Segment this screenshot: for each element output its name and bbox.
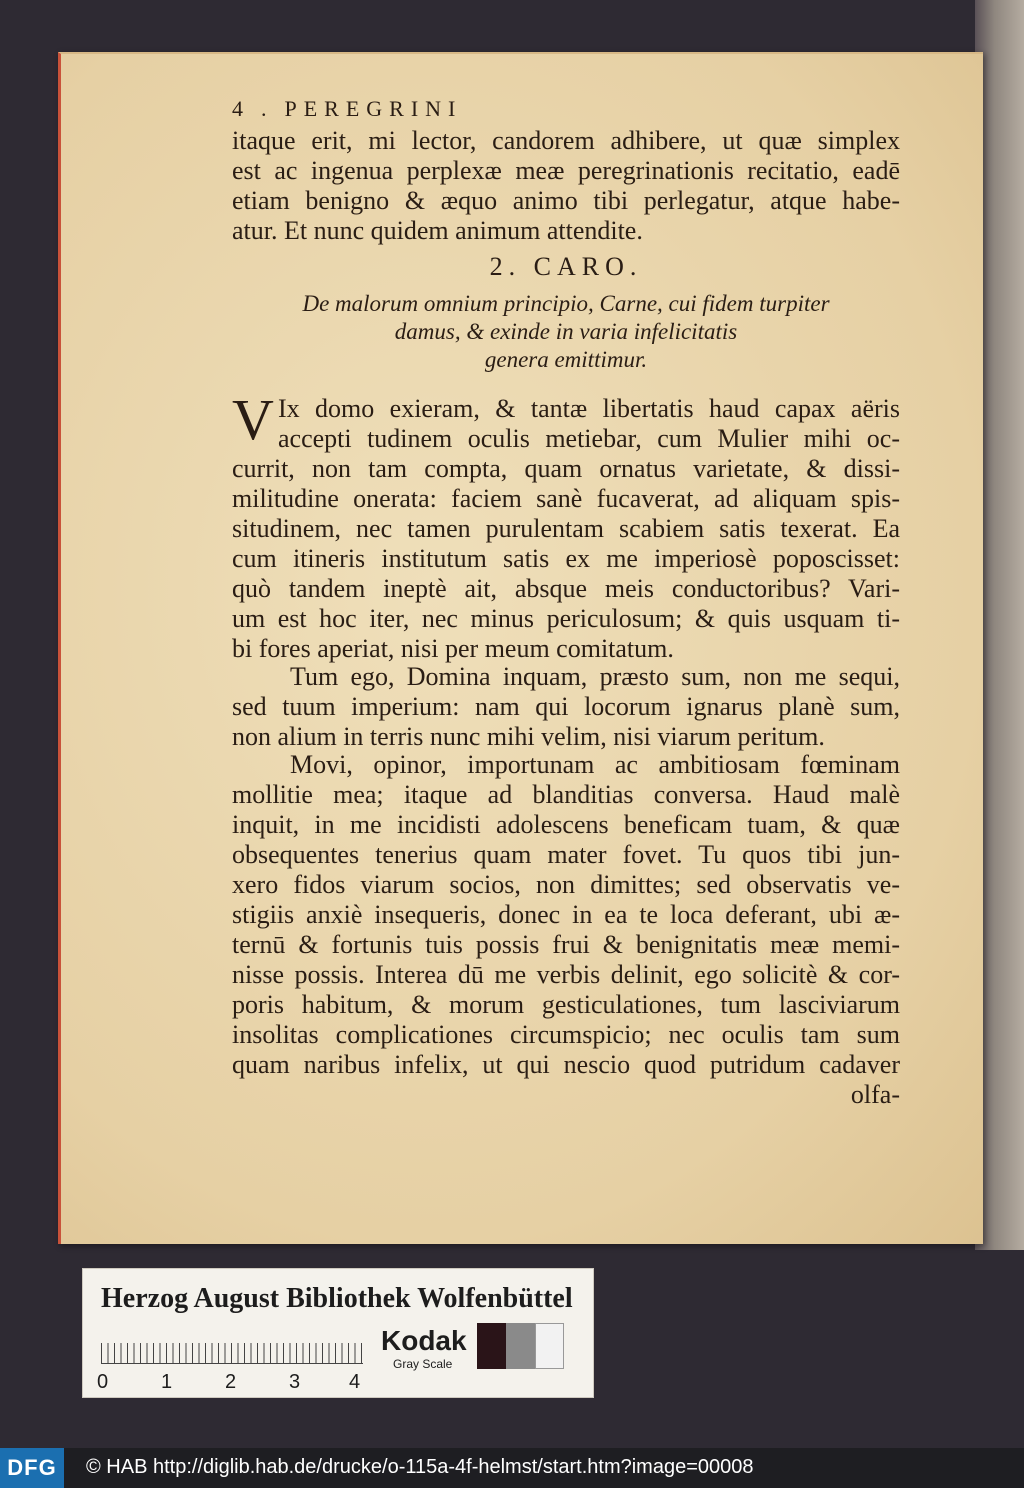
ruler-number: 1 — [161, 1371, 173, 1393]
color-calibration-card — [82, 1268, 594, 1398]
text-line: inquit, in me incidisti adolescens beneficam tuam, & quæ — [232, 810, 900, 839]
running-head-title: PEREGRINI — [284, 96, 463, 121]
text-line: insolitas complicationes circumspicio; nec oculis tam sum — [232, 1020, 900, 1049]
text-line: non alium in terris nunc mihi velim, nisi viarum peritum. — [232, 722, 825, 751]
chapter-heading: 2. CARO. — [489, 252, 643, 281]
measurement-ruler — [101, 1329, 363, 1364]
text-line: est ac ingenua perplexæ meæ peregrinationis recitatio, eadē — [232, 156, 900, 185]
paragraph-1 — [232, 387, 900, 664]
text-line: um est hoc iter, nec minus periculosum; & quis usquam ti- — [232, 604, 900, 633]
text-line: xero fidos viarum socios, non dimittes; sed observatis ve- — [232, 870, 900, 899]
chapter-subtitle — [232, 290, 900, 374]
gray-swatch-dark — [477, 1323, 506, 1369]
ruler-number: 3 — [289, 1371, 301, 1393]
paragraph-2 — [232, 662, 900, 752]
text-line: poris habitum, & morum gesticulationes, tum lasciviarum — [232, 990, 900, 1019]
copyright-link[interactable]: © HAB http://diglib.hab.de/drucke/o-115a-4f-helmst/start.htm?image=00008 — [86, 1456, 754, 1478]
running-head-separator: . — [261, 96, 267, 121]
text-line: militudine onerata: faciem sanè fucaverat, ad aliquam spis- — [232, 484, 900, 513]
text-line: ternū & fortunis tuis possis frui & benignitatis meæ memi- — [232, 930, 900, 959]
subtitle-line: genera emittimur. — [484, 347, 648, 372]
subtitle-line: damus, & exinde in varia infelicitatis — [394, 319, 738, 344]
text-line: Ix domo exieram, & tantæ libertatis haud capax aëris — [278, 394, 900, 423]
paragraph-3 — [232, 750, 900, 1110]
text-line: currit, non tam compta, quam ornatus varietate, & dissi- — [232, 454, 900, 483]
subtitle-line: De malorum omnium principio, Carne, cui fidem turpiter — [302, 291, 830, 316]
text-line: atur. Et nunc quidem animum attendite. — [232, 216, 643, 245]
text-line: sed tuum imperium: nam qui locorum ignarus planè sum, — [232, 692, 900, 721]
text-line: stigiis anxiè insequeris, donec in ea te loca deferant, ubi æ- — [232, 900, 900, 929]
ruler-number: 2 — [225, 1371, 237, 1393]
text-line: situdinem, nec tamen purulentam scabiem satis texerat. Ea — [232, 514, 900, 543]
text-line: Tum ego, Domina inquam, præsto sum, non me sequi, — [290, 662, 900, 691]
gray-swatch-light — [535, 1323, 564, 1369]
text-line: accepti tudinem oculis metiebar, cum Mulier mihi oc- — [278, 424, 900, 453]
text-line: cum itineris institutum satis ex me imperiosè poposcisset: — [232, 544, 900, 573]
text-line: obsequentes tenerius quam mater fovet. Tu quos tibi jun- — [232, 840, 900, 869]
text-line: nisse possis. Interea dū me verbis delinit, ego solicitè & cor- — [232, 960, 900, 989]
dfg-logo: DFG — [0, 1448, 64, 1488]
running-head — [232, 96, 872, 122]
text-line: Movi, opinor, importunam ac ambitiosam fœminam — [290, 750, 900, 779]
text-line: mollitie mea; itaque ad blanditias conversa. Haud malè — [232, 780, 900, 809]
footer-bar — [0, 1448, 1024, 1488]
intro-paragraph — [232, 126, 900, 246]
text-line: etiam benigno & æquo animo tibi perlegatur, atque habe- — [232, 186, 900, 215]
gray-swatch-mid — [506, 1323, 535, 1369]
kodak-logo: Kodak — [381, 1325, 467, 1356]
text-line: itaque erit, mi lector, candorem adhibere, ut quæ simplex — [232, 126, 900, 155]
gray-scale-label: Gray Scale — [393, 1357, 453, 1371]
text-line: quò tandem ineptè ait, absque meis conductoribus? Vari- — [232, 574, 900, 603]
page-number: 4 — [232, 96, 243, 121]
ruler-number: 0 — [97, 1371, 109, 1393]
catchword: olfa- — [850, 1080, 900, 1109]
library-name: Herzog August Bibliothek Wolfenbüttel — [101, 1283, 573, 1314]
drop-cap: V — [232, 387, 274, 452]
ruler-number: 4 — [349, 1371, 361, 1393]
text-line: bi fores aperiat, nisi per meum comitatum. — [232, 634, 674, 663]
text-line: quam naribus infelix, ut qui nescio quod putridum cadaver — [232, 1050, 900, 1079]
